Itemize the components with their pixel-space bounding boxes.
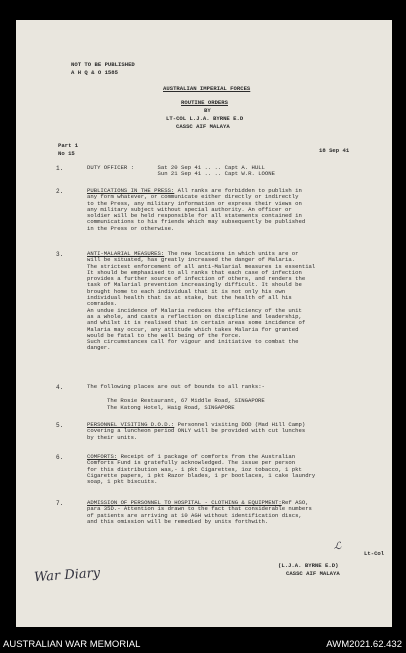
item-number: 7.: [56, 500, 64, 507]
text-line: for this distribution was,- 1 pkt Cigarettes, 1oz tobacco, 1 pkt: [87, 465, 302, 473]
signatory-rank: Lt-Col: [364, 550, 385, 557]
text-line: would be fatal to the well being of the force.: [87, 331, 242, 339]
text-line: and this omission will be remedied by units forthwith.: [87, 517, 269, 525]
item-heading: ADMISSION OF PERSONNEL TO HOSPITAL - CLOTHING & EQUIPMENT:: [87, 499, 282, 506]
text-line: by their units.: [87, 433, 138, 441]
text-line: provides a further source of infection of others, and renders the: [87, 275, 306, 283]
text-line: in the Press or otherwise.: [87, 224, 175, 232]
out-of-bounds-place: The Katong Hotel, Haig Road, SINGAPORE: [107, 403, 235, 411]
item-out-of-bounds: [87, 384, 383, 411]
text-line: task of Malarial prevention increasingly difficult. It should be: [87, 281, 302, 289]
text-line: Comforts Fund is gratefully acknowledged. The issue per person: [87, 459, 296, 467]
text-line: of patients are arriving at 10 AGH without identification discs,: [87, 511, 302, 519]
text-line: Malaria may occur, any attitude which takes Malaria for granted: [87, 325, 299, 333]
text-line: ADMISSION OF PERSONNEL TO HOSPITAL - CLOTHING & EQUIPMENT:Ref ASO,: [87, 499, 309, 506]
item-number: 2.: [56, 188, 64, 195]
text-line: PUBLICATIONS IN THE PRESS: All ranks are forbidden to publish in: [87, 187, 302, 194]
text-line: The following places are out of bounds to all ranks:-: [87, 383, 265, 390]
text-line: para 35D.- Attention is drawn to the fact that considerable numbers: [87, 505, 312, 513]
item-number: 6.: [56, 454, 64, 461]
text-line: DUTY OFFICER : Sat 20 Sep 41 .. .. Capt A. HULL: [87, 164, 265, 171]
reference-number: A H Q & O 1585: [71, 69, 118, 76]
archive-footer: [0, 636, 406, 653]
signatory-unit: CASSC AIF MALAYA: [286, 570, 340, 577]
text-line: and whilst it is realised that in certain areas some incidence of: [87, 319, 306, 327]
text-line: any military subject without special authority. An officer or: [87, 205, 292, 213]
text-line: ANTI-MALARIAL MEASURES: The new locations in which units are or: [87, 250, 299, 257]
item-duty-officer: [87, 165, 383, 178]
text-line: Sun 21 Sep 41 .. .. Capt W.R. LOONE: [87, 170, 275, 178]
item-heading: COMFORTS:: [87, 453, 118, 460]
item-number: 5.: [56, 422, 64, 429]
item-publications: [87, 188, 383, 232]
item-heading: PUBLICATIONS IN THE PRESS:: [87, 187, 175, 194]
item-number: 3.: [56, 251, 64, 258]
institution-label: AUSTRALIAN WAR MEMORIAL: [3, 639, 141, 650]
text-line: any form whatever, or communicate either directly or indirectly: [87, 193, 299, 201]
order-date: 18 Sep 41: [319, 147, 350, 154]
document-title: ROUTINE ORDERS: [181, 99, 228, 106]
force-heading: AUSTRALIAN IMPERIAL FORCES: [163, 85, 251, 92]
signature-scrawl: ℒ: [334, 541, 342, 552]
document-page: [16, 20, 392, 627]
text-line: The strictest enforcement of all anti-Malarial measures is essential: [87, 262, 316, 270]
text-line: covering a luncheon period ONLY will be provided with cut lunches: [87, 427, 306, 435]
item-anti-malarial: [87, 251, 383, 352]
text-line: Cigarette papers, 1 pkt Razor blades, 1 pr bootlaces, 1 cake laundry: [87, 471, 316, 479]
issuer-position: CASSC AIF MALAYA: [176, 123, 230, 130]
item-number: 1.: [56, 165, 64, 172]
text-line: to the Press, any military information or express their views on: [87, 199, 302, 207]
accession-number: AWM2021.62.432: [326, 639, 402, 650]
item-number: 4.: [56, 384, 64, 391]
restriction-notice: NOT TO BE PUBLISHED: [71, 61, 135, 68]
item-personnel-visiting: [87, 422, 383, 441]
text-line: It should be emphasised to all ranks that each case of infection: [87, 268, 302, 276]
text-line: danger.: [87, 344, 111, 352]
handwritten-annotation: War Diary: [33, 565, 101, 586]
item-comforts: [87, 454, 383, 485]
text-line: soldier will be held responsible for all statements contained in: [87, 212, 302, 220]
text-line: brought home to each individual that it is not only his own: [87, 287, 286, 295]
order-number: No 15: [58, 150, 75, 157]
text-line: PERSONNEL VISITING D.O.D.: Personnel visiting DOD (Mad Hill Camp): [87, 421, 306, 428]
text-line: will be situated, has greatly increased the danger of Malaria.: [87, 256, 296, 264]
text-line: soap, 1 pkt biscuits.: [87, 478, 158, 486]
text-line: individual health that is at stake, but the health of all his: [87, 294, 292, 302]
text-line: as a whole, and casts a reflection on discipline and leadership,: [87, 312, 302, 320]
signatory-name: (L.J.A. BYRNE E.D): [278, 562, 339, 569]
text-line: communications to his friends which may subsequently be published: [87, 218, 306, 226]
part-label: Part 1: [58, 142, 79, 149]
out-of-bounds-place: The Rosie Restaurant, 67 Middle Road, SINGAPORE: [107, 397, 265, 405]
item-hospital-admission: [87, 500, 383, 525]
issuer-name: LT-COL L.J.A. BYRNE E.D: [166, 115, 244, 122]
text-line: An undue incidence of Malaria reduces the efficiency of the unit: [87, 306, 302, 314]
item-heading: ANTI-MALARIAL MEASURES:: [87, 250, 165, 257]
item-heading: PERSONNEL VISITING D.O.D.:: [87, 421, 175, 428]
text-line: COMFORTS: Receipt of 1 package of comforts from the Australian: [87, 453, 296, 460]
text-line: Such circumstances call for vigour and initiative to combat the: [87, 338, 299, 346]
text-line: comrades.: [87, 300, 118, 308]
by-label: BY: [204, 107, 211, 114]
